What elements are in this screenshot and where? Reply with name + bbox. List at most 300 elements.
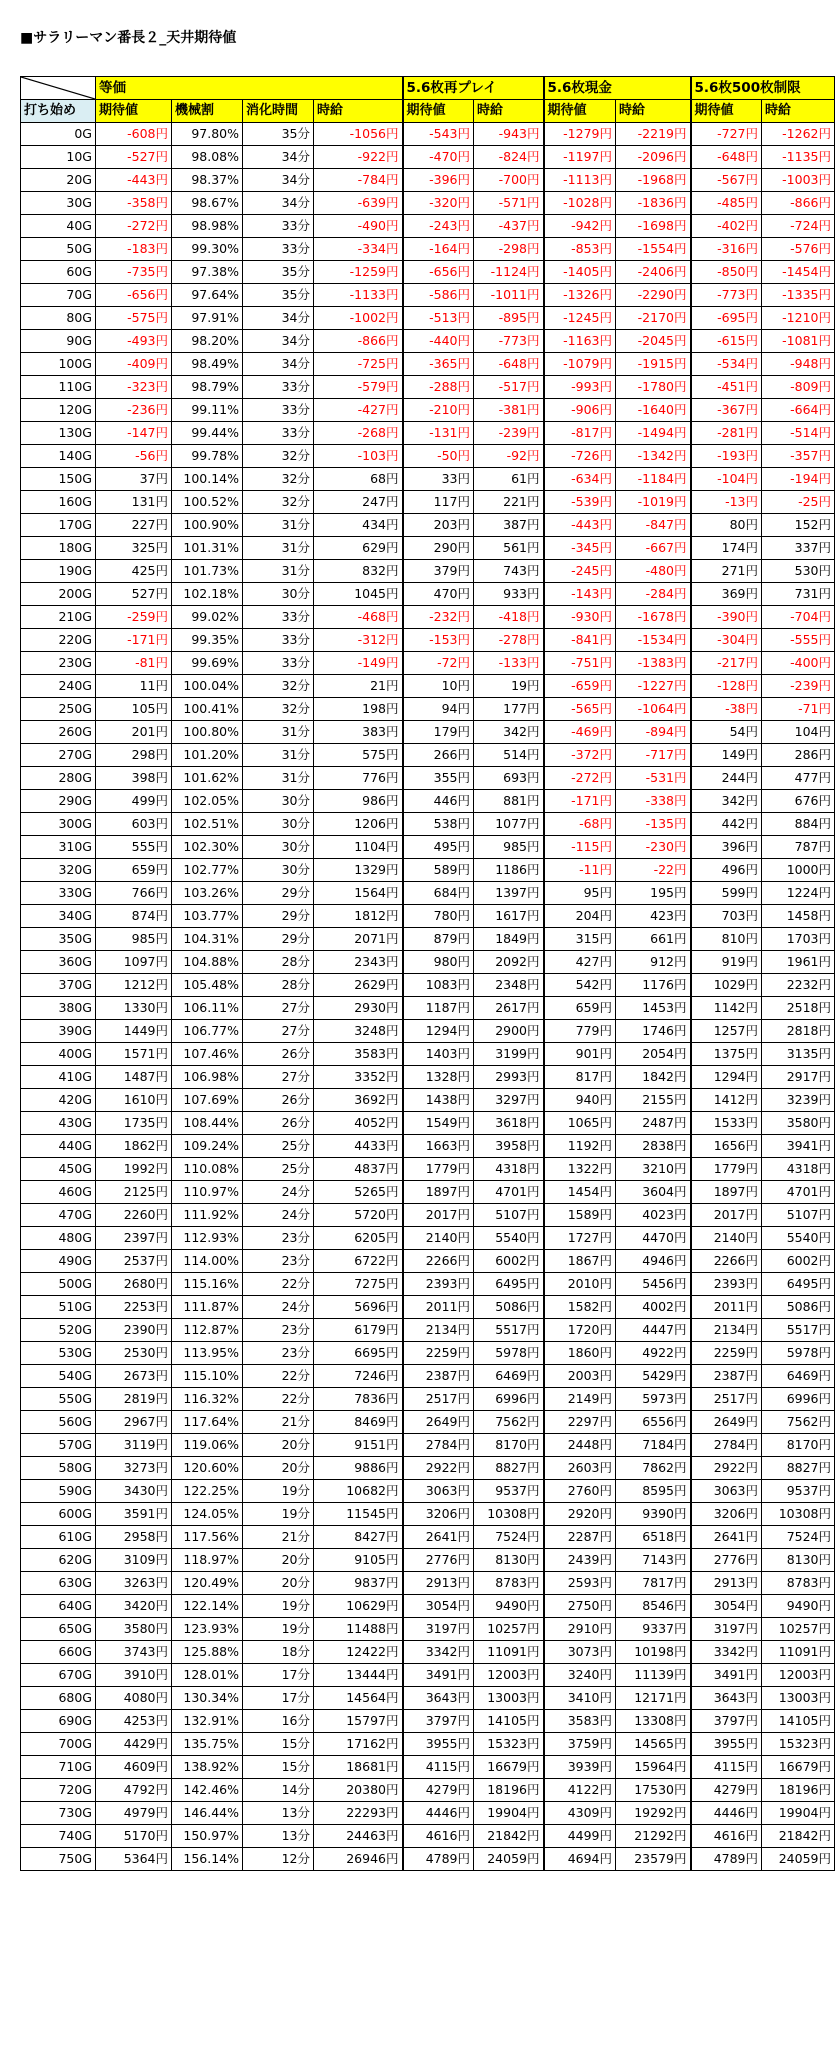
table-row [21, 1158, 835, 1181]
table-cell: 499円 [96, 790, 172, 813]
row-start-game: 490G [21, 1250, 96, 1273]
table-cell: 19分 [243, 1618, 314, 1641]
table-cell: 100.41% [172, 698, 243, 721]
table-cell: 150.97% [172, 1825, 243, 1848]
table-cell: 99.69% [172, 652, 243, 675]
column-header-7: 期待値 [544, 100, 616, 123]
table-cell: 4446円 [691, 1802, 762, 1825]
table-cell: 1589円 [544, 1204, 616, 1227]
table-cell: 8827円 [762, 1457, 835, 1480]
table-cell: 5170円 [96, 1825, 172, 1848]
table-cell: 676円 [762, 790, 835, 813]
table-row [21, 1112, 835, 1135]
table-cell: 5540円 [474, 1227, 544, 1250]
table-cell: 2134円 [691, 1319, 762, 1342]
table-cell: 118.97% [172, 1549, 243, 1572]
table-cell: 21842円 [474, 1825, 544, 1848]
table-cell: -567円 [691, 169, 762, 192]
table-cell: 132.91% [172, 1710, 243, 1733]
table-cell: 4115円 [403, 1756, 474, 1779]
table-cell: 6996円 [762, 1388, 835, 1411]
table-row [21, 1526, 835, 1549]
table-row [21, 1641, 835, 1664]
table-row [21, 767, 835, 790]
table-cell: 933円 [474, 583, 544, 606]
table-cell: 4694円 [544, 1848, 616, 1871]
table-cell: -527円 [96, 146, 172, 169]
table-cell: 33分 [243, 606, 314, 629]
table-cell: 2017円 [691, 1204, 762, 1227]
table-cell: 5364円 [96, 1848, 172, 1871]
table-cell: 97.64% [172, 284, 243, 307]
table-cell: 34分 [243, 146, 314, 169]
table-row [21, 583, 835, 606]
table-cell: 2900円 [474, 1020, 544, 1043]
table-cell: 496円 [691, 859, 762, 882]
table-cell: 1328円 [403, 1066, 474, 1089]
table-row [21, 1503, 835, 1526]
row-start-game: 460G [21, 1181, 96, 1204]
table-cell: 14105円 [474, 1710, 544, 1733]
table-cell: 3759円 [544, 1733, 616, 1756]
table-cell: 68円 [314, 468, 403, 491]
table-cell: 1142円 [691, 997, 762, 1020]
table-cell: 204円 [544, 905, 616, 928]
table-cell: 17162円 [314, 1733, 403, 1756]
table-cell: 21842円 [762, 1825, 835, 1848]
row-start-game: 250G [21, 698, 96, 721]
table-cell: 8170円 [762, 1434, 835, 1457]
table-cell: -1534円 [616, 629, 691, 652]
table-row [21, 445, 835, 468]
table-cell: 5696円 [314, 1296, 403, 1319]
table-row [21, 491, 835, 514]
table-cell: -841円 [544, 629, 616, 652]
table-cell: 1000円 [762, 859, 835, 882]
table-cell: 1083円 [403, 974, 474, 997]
table-cell: -817円 [544, 422, 616, 445]
table-row [21, 928, 835, 951]
table-cell: 1397円 [474, 882, 544, 905]
table-cell: 10257円 [474, 1618, 544, 1641]
table-cell: -281円 [691, 422, 762, 445]
table-cell: 7836円 [314, 1388, 403, 1411]
table-cell: 109.24% [172, 1135, 243, 1158]
table-cell: 4318円 [474, 1158, 544, 1181]
table-cell: 12003円 [762, 1664, 835, 1687]
table-cell: 4616円 [691, 1825, 762, 1848]
row-start-game: 230G [21, 652, 96, 675]
table-cell: 1571円 [96, 1043, 172, 1066]
table-cell: 3491円 [691, 1664, 762, 1687]
table-row [21, 974, 835, 997]
table-cell: 1454円 [544, 1181, 616, 1204]
row-start-game: 50G [21, 238, 96, 261]
table-cell: 5978円 [474, 1342, 544, 1365]
table-cell: 1257円 [691, 1020, 762, 1043]
table-cell: 30分 [243, 859, 314, 882]
table-cell: -171円 [96, 629, 172, 652]
table-cell: 120.60% [172, 1457, 243, 1480]
table-cell: 8783円 [762, 1572, 835, 1595]
table-cell: 4447円 [616, 1319, 691, 1342]
column-header-4: 時給 [314, 100, 403, 123]
table-cell: 542円 [544, 974, 616, 997]
table-cell: 98.37% [172, 169, 243, 192]
table-cell: 6002円 [762, 1250, 835, 1273]
table-cell: 31分 [243, 514, 314, 537]
table-cell: -531円 [616, 767, 691, 790]
table-row [21, 376, 835, 399]
table-cell: 23分 [243, 1250, 314, 1273]
table-cell: -2045円 [616, 330, 691, 353]
table-cell: -358円 [96, 192, 172, 215]
table-cell: 1812円 [314, 905, 403, 928]
table-cell: 3580円 [762, 1112, 835, 1135]
table-cell: 575円 [314, 744, 403, 767]
table-cell: 3591円 [96, 1503, 172, 1526]
table-row [21, 307, 835, 330]
table-cell: -639円 [314, 192, 403, 215]
row-start-game: 0G [21, 123, 96, 146]
table-cell: 3342円 [403, 1641, 474, 1664]
table-cell: 3240円 [544, 1664, 616, 1687]
table-cell: 3054円 [691, 1595, 762, 1618]
table-cell: -50円 [403, 445, 474, 468]
table-cell: -2406円 [616, 261, 691, 284]
table-cell: 13分 [243, 1802, 314, 1825]
table-cell: 337円 [762, 537, 835, 560]
table-cell: 104.31% [172, 928, 243, 951]
table-cell: 6002円 [474, 1250, 544, 1273]
table-cell: 117.56% [172, 1526, 243, 1549]
table-cell: 2818円 [762, 1020, 835, 1043]
table-cell: 115.16% [172, 1273, 243, 1296]
table-cell: -586円 [403, 284, 474, 307]
table-cell: 1097円 [96, 951, 172, 974]
table-cell: 4023円 [616, 1204, 691, 1227]
table-cell: 110.08% [172, 1158, 243, 1181]
table-cell: -1383円 [616, 652, 691, 675]
row-start-game: 630G [21, 1572, 96, 1595]
table-cell: 33分 [243, 422, 314, 445]
row-start-game: 270G [21, 744, 96, 767]
table-cell: 881円 [474, 790, 544, 813]
row-start-game: 30G [21, 192, 96, 215]
table-cell: -278円 [474, 629, 544, 652]
table-cell: 4446円 [403, 1802, 474, 1825]
table-cell: 2922円 [403, 1457, 474, 1480]
table-cell: -357円 [762, 445, 835, 468]
table-row [21, 238, 835, 261]
table-cell: 117.64% [172, 1411, 243, 1434]
table-cell: -1135円 [762, 146, 835, 169]
table-cell: -104円 [691, 468, 762, 491]
table-cell: 104.88% [172, 951, 243, 974]
table-cell: -656円 [403, 261, 474, 284]
table-cell: -1678円 [616, 606, 691, 629]
table-cell: 4080円 [96, 1687, 172, 1710]
expected-value-table [20, 76, 835, 1871]
table-cell: -1163円 [544, 330, 616, 353]
table-cell: -539円 [544, 491, 616, 514]
table-cell: -1184円 [616, 468, 691, 491]
table-cell: 177円 [474, 698, 544, 721]
table-cell: -443円 [96, 169, 172, 192]
table-cell: -217円 [691, 652, 762, 675]
table-cell: -470円 [403, 146, 474, 169]
table-cell: 106.77% [172, 1020, 243, 1043]
table-cell: 1487円 [96, 1066, 172, 1089]
table-cell: 940円 [544, 1089, 616, 1112]
table-cell: 32分 [243, 698, 314, 721]
table-cell: 1720円 [544, 1319, 616, 1342]
table-cell: 7143円 [616, 1549, 691, 1572]
table-cell: 15分 [243, 1756, 314, 1779]
table-cell: 9105円 [314, 1549, 403, 1572]
table-cell: 379円 [403, 560, 474, 583]
table-cell: 912円 [616, 951, 691, 974]
table-cell: 2958円 [96, 1526, 172, 1549]
table-cell: -615円 [691, 330, 762, 353]
table-cell: 17分 [243, 1664, 314, 1687]
table-cell: 2140円 [403, 1227, 474, 1250]
table-cell: 35分 [243, 261, 314, 284]
row-start-game: 10G [21, 146, 96, 169]
row-start-game: 560G [21, 1411, 96, 1434]
table-cell: -648円 [691, 146, 762, 169]
table-cell: 14分 [243, 1779, 314, 1802]
table-cell: 495円 [403, 836, 474, 859]
table-cell: 884円 [762, 813, 835, 836]
row-start-game: 520G [21, 1319, 96, 1342]
table-cell: -243円 [403, 215, 474, 238]
table-cell: 10308円 [474, 1503, 544, 1526]
row-start-game: 390G [21, 1020, 96, 1043]
table-row [21, 652, 835, 675]
table-cell: 8546円 [616, 1595, 691, 1618]
table-row [21, 1296, 835, 1319]
table-cell: -664円 [762, 399, 835, 422]
table-cell: 34分 [243, 169, 314, 192]
table-cell: 33分 [243, 215, 314, 238]
row-start-game: 170G [21, 514, 96, 537]
table-cell: -71円 [762, 698, 835, 721]
table-cell: 6518円 [616, 1526, 691, 1549]
table-cell: 37円 [96, 468, 172, 491]
table-cell: 18分 [243, 1641, 314, 1664]
table-row [21, 192, 835, 215]
table-cell: -517円 [474, 376, 544, 399]
table-cell: 110.97% [172, 1181, 243, 1204]
table-cell: 8827円 [474, 1457, 544, 1480]
table-cell: 105円 [96, 698, 172, 721]
table-cell: -1019円 [616, 491, 691, 514]
table-row [21, 1480, 835, 1503]
table-cell: -1124円 [474, 261, 544, 284]
column-header-2: 機械割 [172, 100, 243, 123]
table-row [21, 1020, 835, 1043]
table-cell: 22293円 [314, 1802, 403, 1825]
table-cell: 2010円 [544, 1273, 616, 1296]
table-cell: 24分 [243, 1181, 314, 1204]
row-start-game: 100G [21, 353, 96, 376]
table-cell: 32分 [243, 675, 314, 698]
row-start-game: 120G [21, 399, 96, 422]
table-cell: 3199円 [474, 1043, 544, 1066]
table-row [21, 399, 835, 422]
table-cell: 10円 [403, 675, 474, 698]
table-cell: 2920円 [544, 1503, 616, 1526]
table-cell: 901円 [544, 1043, 616, 1066]
row-start-game: 500G [21, 1273, 96, 1296]
table-cell: 290円 [403, 537, 474, 560]
table-cell: 2343円 [314, 951, 403, 974]
table-cell: 146.44% [172, 1802, 243, 1825]
table-cell: -1279円 [544, 123, 616, 146]
row-start-game: 420G [21, 1089, 96, 1112]
table-cell: -1342円 [616, 445, 691, 468]
table-cell: 7524円 [762, 1526, 835, 1549]
table-cell: -22円 [616, 859, 691, 882]
table-cell: 396円 [691, 836, 762, 859]
table-cell: 9390円 [616, 1503, 691, 1526]
table-row [21, 1388, 835, 1411]
table-row [21, 675, 835, 698]
table-cell: 5517円 [474, 1319, 544, 1342]
table-cell: 24059円 [474, 1848, 544, 1871]
table-cell: -183円 [96, 238, 172, 261]
table-cell: -493円 [96, 330, 172, 353]
table-cell: 116.32% [172, 1388, 243, 1411]
table-cell: -1028円 [544, 192, 616, 215]
table-cell: -906円 [544, 399, 616, 422]
table-row [21, 997, 835, 1020]
table-cell: 61円 [474, 468, 544, 491]
table-cell: 1703円 [762, 928, 835, 951]
table-cell: 20分 [243, 1457, 314, 1480]
table-cell: 4946円 [616, 1250, 691, 1273]
table-cell: -115円 [544, 836, 616, 859]
table-cell: 780円 [403, 905, 474, 928]
table-cell: 2348円 [474, 974, 544, 997]
table-cell: -534円 [691, 353, 762, 376]
table-cell: 3941円 [762, 1135, 835, 1158]
table-cell: 8427円 [314, 1526, 403, 1549]
table-row [21, 1066, 835, 1089]
table-cell: 100.04% [172, 675, 243, 698]
table-cell: 3797円 [403, 1710, 474, 1733]
row-start-game: 140G [21, 445, 96, 468]
table-cell: 2819円 [96, 1388, 172, 1411]
table-cell: 4279円 [403, 1779, 474, 1802]
table-cell: -427円 [314, 399, 403, 422]
table-cell: -1698円 [616, 215, 691, 238]
table-cell: 4837円 [314, 1158, 403, 1181]
table-cell: 8783円 [474, 1572, 544, 1595]
table-cell: 1867円 [544, 1250, 616, 1273]
table-cell: 16679円 [474, 1756, 544, 1779]
table-cell: 538円 [403, 813, 474, 836]
table-cell: 26分 [243, 1043, 314, 1066]
table-cell: -245円 [544, 560, 616, 583]
table-cell: 1663円 [403, 1135, 474, 1158]
table-cell: 9537円 [762, 1480, 835, 1503]
table-cell: 112.87% [172, 1319, 243, 1342]
table-row [21, 1756, 835, 1779]
table-cell: 149円 [691, 744, 762, 767]
table-cell: 142.46% [172, 1779, 243, 1802]
table-cell: 7817円 [616, 1572, 691, 1595]
table-cell: 12171円 [616, 1687, 691, 1710]
table-cell: -942円 [544, 215, 616, 238]
table-cell: 99.30% [172, 238, 243, 261]
row-start-game: 110G [21, 376, 96, 399]
table-cell: 102.77% [172, 859, 243, 882]
table-cell: -239円 [762, 675, 835, 698]
table-cell: 6469円 [762, 1365, 835, 1388]
table-cell: 97.38% [172, 261, 243, 284]
table-cell: 2397円 [96, 1227, 172, 1250]
table-row [21, 1733, 835, 1756]
table-cell: 4052円 [314, 1112, 403, 1135]
table-cell: 138.92% [172, 1756, 243, 1779]
table-cell: 1849円 [474, 928, 544, 951]
table-cell: 25分 [243, 1135, 314, 1158]
table-cell: 6205円 [314, 1227, 403, 1250]
table-cell: -773円 [474, 330, 544, 353]
table-cell: 2092円 [474, 951, 544, 974]
table-cell: 3939円 [544, 1756, 616, 1779]
table-row [21, 1710, 835, 1733]
row-start-game: 610G [21, 1526, 96, 1549]
table-cell: 4433円 [314, 1135, 403, 1158]
table-row [21, 1319, 835, 1342]
table-cell: 1375円 [691, 1043, 762, 1066]
table-cell: 8130円 [474, 1549, 544, 1572]
table-cell: 3054円 [403, 1595, 474, 1618]
table-cell: -948円 [762, 353, 835, 376]
table-cell: 33円 [403, 468, 474, 491]
table-row [21, 629, 835, 652]
table-row [21, 744, 835, 767]
table-cell: 2054円 [616, 1043, 691, 1066]
column-header-6: 時給 [474, 100, 544, 123]
table-cell: 2750円 [544, 1595, 616, 1618]
table-cell: 30分 [243, 583, 314, 606]
table-cell: -1262円 [762, 123, 835, 146]
row-start-game: 350G [21, 928, 96, 951]
row-start-game: 410G [21, 1066, 96, 1089]
table-cell: 17530円 [616, 1779, 691, 1802]
table-cell: -68円 [544, 813, 616, 836]
table-cell: 10308円 [762, 1503, 835, 1526]
table-cell: 477円 [762, 767, 835, 790]
table-cell: 102.18% [172, 583, 243, 606]
table-cell: 98.79% [172, 376, 243, 399]
table-cell: -571円 [474, 192, 544, 215]
table-cell: 112.93% [172, 1227, 243, 1250]
table-cell: 1403円 [403, 1043, 474, 1066]
table-cell: 383円 [314, 721, 403, 744]
table-cell: 1746円 [616, 1020, 691, 1043]
table-cell: 2530円 [96, 1342, 172, 1365]
row-start-game: 280G [21, 767, 96, 790]
table-row [21, 1802, 835, 1825]
table-cell: -81円 [96, 652, 172, 675]
table-cell: 24分 [243, 1296, 314, 1319]
table-cell: 2967円 [96, 1411, 172, 1434]
